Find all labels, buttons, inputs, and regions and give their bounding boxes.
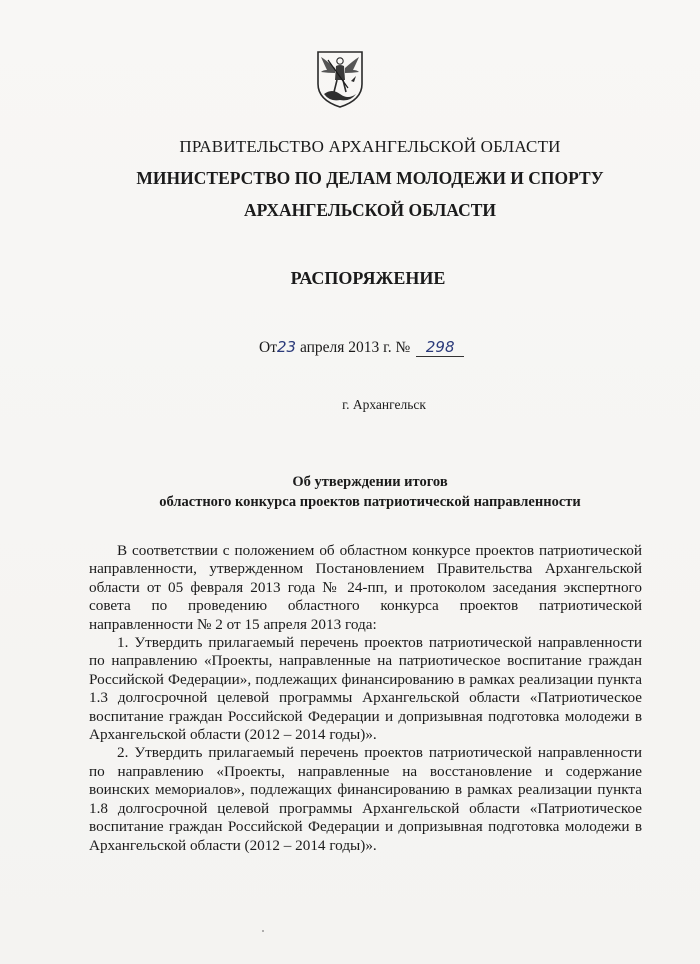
document-body bbox=[89, 542, 642, 855]
date-day-handwritten: 23 bbox=[276, 338, 297, 356]
document-type-title: РАСПОРЯЖЕНИЕ bbox=[290, 268, 446, 288]
page-speck bbox=[262, 930, 264, 932]
subject-line2: областного конкурса проектов патриотической направленности bbox=[159, 494, 581, 510]
ministry-heading-line2: АРХАНГЕЛЬСКОЙ ОБЛАСТИ bbox=[244, 200, 496, 220]
city-label: г. Архангельск bbox=[342, 397, 426, 412]
coat-of-arms-icon bbox=[314, 48, 366, 110]
document-date-line bbox=[259, 338, 464, 357]
subject-line1: Об утверждении итогов bbox=[292, 474, 448, 490]
item-1-paragraph: 1. Утвердить прилагаемый перечень проектов патриотической направленности по направлению «Проекты, направленные на патриотическое воспитание граждан Российской Федерации», подлежащих финансированию в рамках реализации пункта 1.3 долгосрочной целевой программы Архангельской области «Патриотическое воспитание граждан Российской Федерации и допризывная подготовка молодежи в Архангельской области (2012 – 2014 годы)». bbox=[89, 634, 642, 744]
item-2-paragraph: 2. Утвердить прилагаемый перечень проектов патриотической направленности по направлению «Проекты, направленные на восстановление и содержание воинских мемориалов», подлежащих финансированию в рамках реализации пункта 1.8 долгосрочной целевой программы Архангельской области «Патриотическое воспитание граждан Российской Федерации и допризывная подготовка молодежи в Архангельской области (2012 – 2014 годы)». bbox=[89, 744, 642, 854]
document-number-handwritten: 298 bbox=[416, 338, 464, 357]
intro-paragraph: В соответствии с положением об областном конкурсе проектов патриотической направленности, утвержденном Постановлением Правительства Архангельской области от 05 февраля 2013 года № 24-пп, и протоколом заседания экспертного совета по проведению областного конкурса проектов патриотической направленности № 2 от 15 апреля 2013 года: bbox=[89, 542, 642, 633]
ministry-heading-line1: МИНИСТЕРСТВО ПО ДЕЛАМ МОЛОДЕЖИ И СПОРТУ bbox=[136, 168, 604, 188]
date-prefix: От bbox=[259, 339, 277, 356]
date-rest: апреля 2013 г. № bbox=[296, 339, 411, 356]
government-heading: ПРАВИТЕЛЬСТВО АРХАНГЕЛЬСКОЙ ОБЛАСТИ bbox=[179, 137, 561, 156]
